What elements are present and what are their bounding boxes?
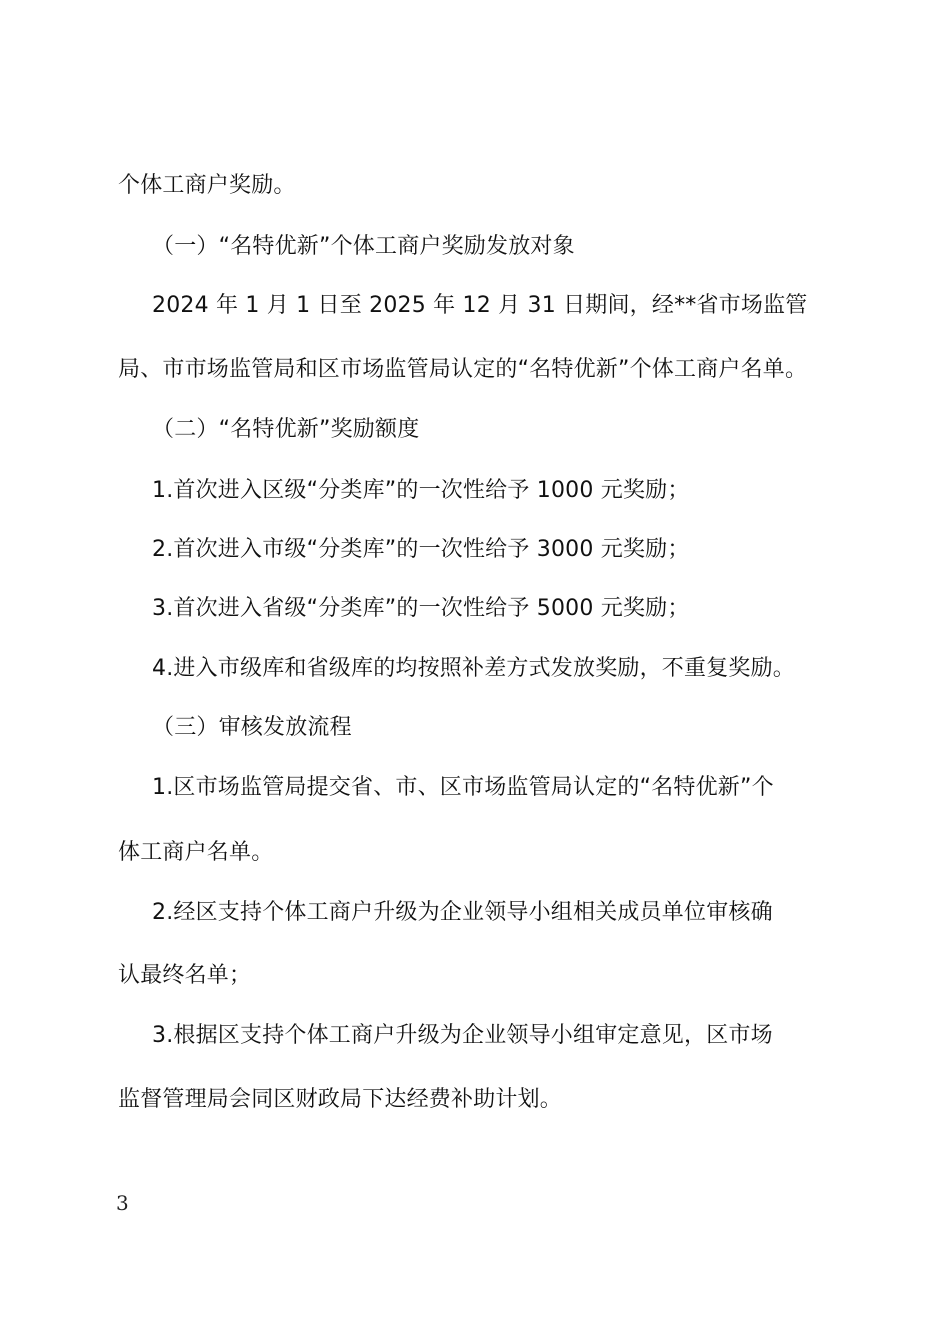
section-heading-2: （二）“名特优新”奖励额度: [152, 417, 420, 442]
list-item: 2.经区支持个体工商户升级为企业领导小组相关成员单位审核确: [152, 900, 773, 925]
list-item: 4.进入市级库和省级库的均按照补差方式发放奖励，不重复奖励。: [152, 656, 795, 681]
paragraph-line: 认最终名单；: [118, 963, 252, 988]
paragraph-line: 监督管理局会同区财政局下达经费补助计划。: [118, 1087, 563, 1112]
list-item: 3.根据区支持个体工商户升级为企业领导小组审定意见，区市场: [152, 1023, 773, 1048]
paragraph-line: 体工商户名单。: [118, 840, 274, 865]
paragraph-line: 局、市市场监管局和区市场监管局认定的“名特优新”个体工商户名单。: [118, 357, 808, 382]
section-heading-3: （三）审核发放流程: [152, 715, 352, 740]
list-item: 1.首次进入区级“分类库”的一次性给予 1000 元奖励；: [152, 478, 690, 503]
paragraph-line: 2024 年 1 月 1 日至 2025 年 12 月 31 日期间，经**省市场监管: [152, 293, 808, 318]
paragraph-line: 个体工商户奖励。: [118, 173, 296, 198]
list-item: 2.首次进入市级“分类库”的一次性给予 3000 元奖励；: [152, 537, 690, 562]
list-item: 3.首次进入省级“分类库”的一次性给予 5000 元奖励；: [152, 596, 690, 621]
list-item: 1.区市场监管局提交省、市、区市场监管局认定的“名特优新”个: [152, 775, 774, 800]
page-number: 3: [116, 1191, 129, 1215]
section-heading-1: （一）“名特优新”个体工商户奖励发放对象: [152, 234, 575, 259]
